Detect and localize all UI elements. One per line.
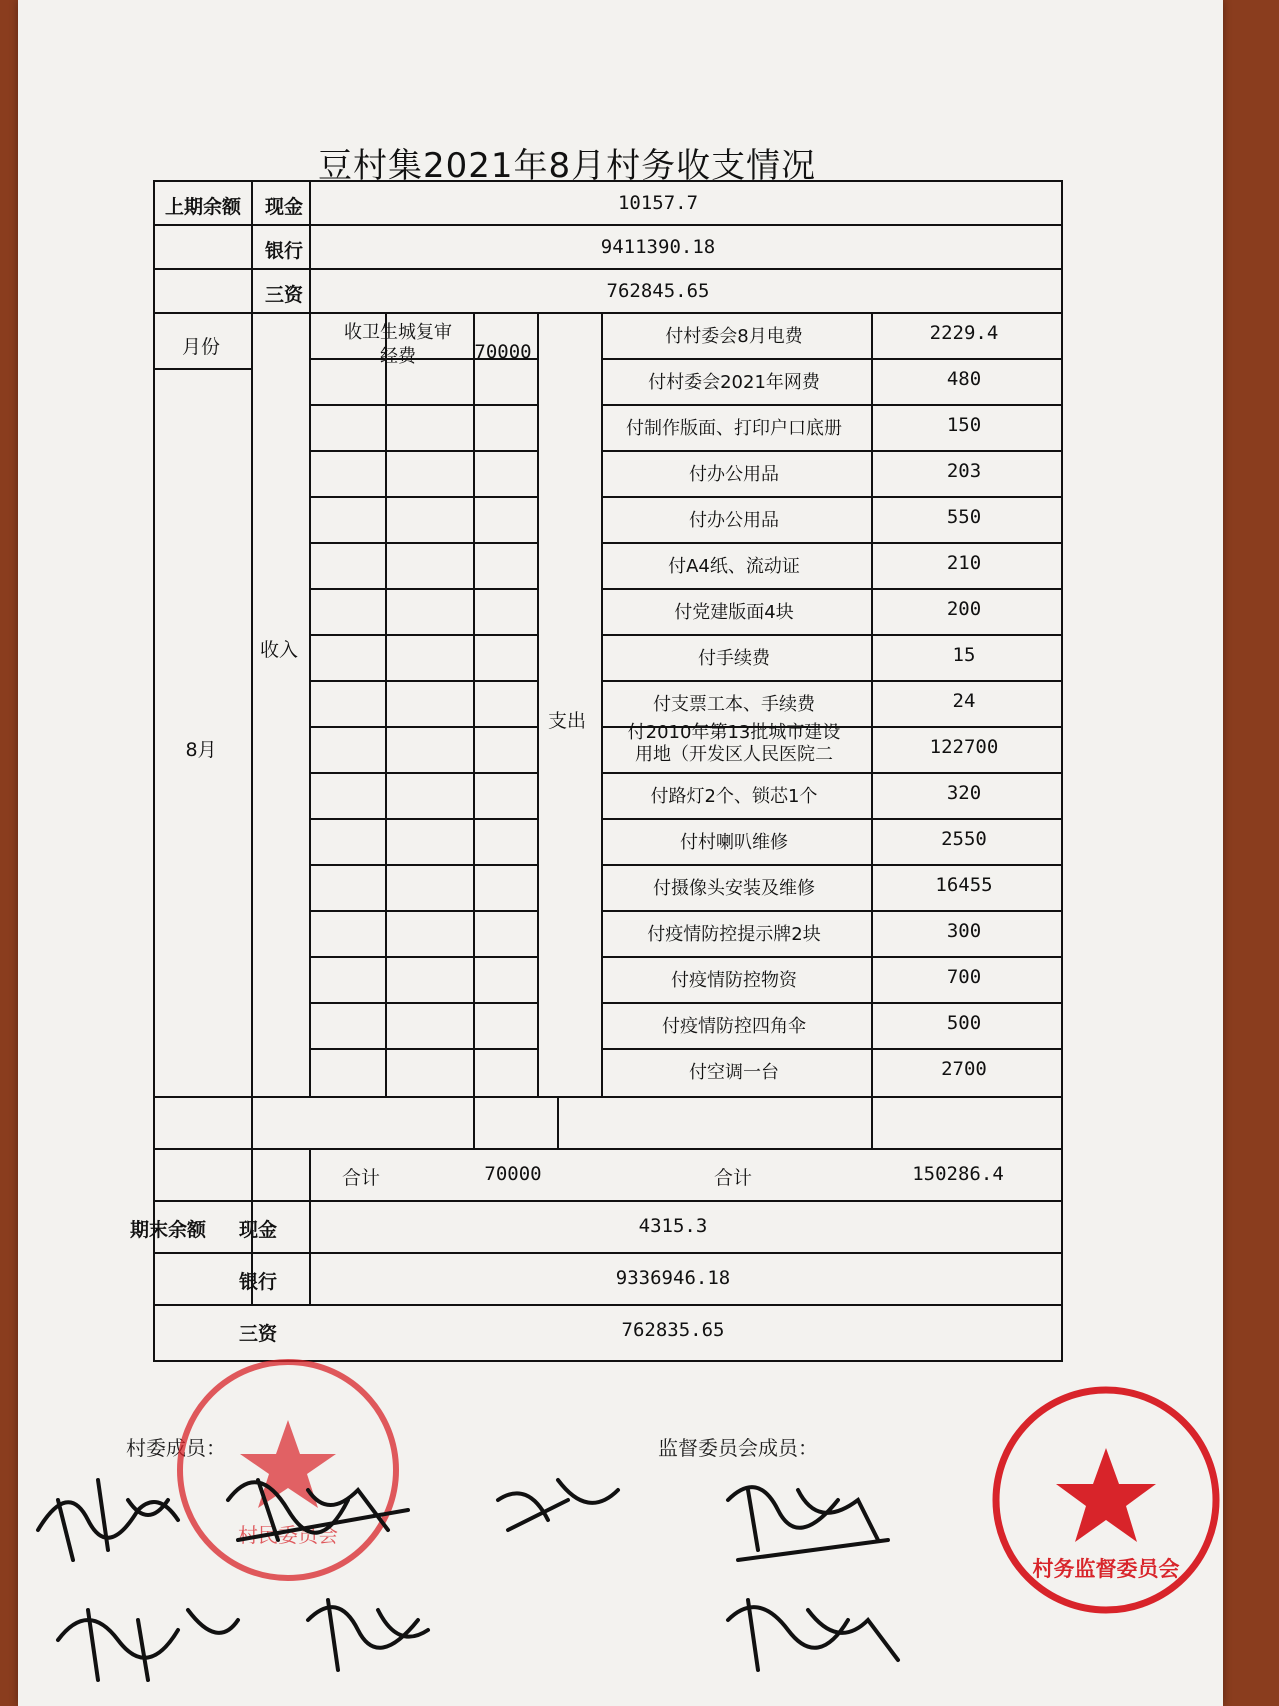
opening-assets-value: 762845.65: [606, 280, 710, 302]
opening-balance-label: 上期余额: [165, 196, 242, 218]
closing-assets-label: 三资: [239, 1323, 278, 1345]
rule: [309, 450, 537, 452]
rule: [309, 496, 537, 498]
rule: [309, 404, 537, 406]
closing-bank-value: 9336946.18: [615, 1267, 731, 1289]
rule: [309, 818, 537, 820]
rule: [309, 312, 311, 1096]
rule: [251, 182, 253, 1096]
expense-item-desc: 付村委会8月电费: [665, 326, 803, 347]
income-total-value: 70000: [484, 1163, 542, 1185]
rule: [309, 588, 537, 590]
rule: [309, 634, 537, 636]
expense-item-desc: 用地（开发区人民医院二: [635, 744, 833, 765]
rule: [601, 956, 1061, 958]
document-page: [18, 0, 1223, 1706]
expense-item-desc: 付A4纸、流动证: [668, 556, 800, 577]
expense-total-value: 150286.4: [912, 1163, 1004, 1185]
village-committee-label: 村委成员：: [126, 1436, 226, 1460]
expense-item-amount: 200: [946, 598, 982, 620]
expense-item-desc: 付村喇叭维修: [680, 832, 788, 853]
rule: [601, 772, 1061, 774]
opening-cash-value: 10157.7: [617, 192, 699, 214]
expense-item-amount: 480: [946, 368, 982, 390]
rule: [309, 1048, 537, 1050]
expense-item-amount: 122700: [929, 736, 999, 758]
expense-item-desc: 付制作版面、打印户口底册: [626, 418, 842, 439]
expense-item-desc: 付办公用品: [689, 464, 779, 485]
month-value: 8月: [185, 739, 217, 761]
expense-label: 支出: [547, 710, 587, 732]
rule: [309, 182, 311, 312]
expense-item-amount: 16455: [935, 874, 993, 896]
rule: [871, 312, 873, 1096]
expense-item-desc: 付办公用品: [689, 510, 779, 531]
document-title: 豆村集2021年8月村务收支情况: [318, 146, 817, 186]
expense-item-desc: 付2010年第13批城市建设: [627, 722, 841, 743]
rule: [601, 818, 1061, 820]
rule: [537, 312, 539, 1096]
rule: [155, 1304, 1061, 1306]
rule: [601, 864, 1061, 866]
expense-item-desc: 付支票工本、手续费: [653, 694, 815, 715]
expense-item-desc: 付党建版面4块: [674, 602, 794, 623]
rule: [601, 542, 1061, 544]
expense-item-desc: 付疫情防控四角伞: [662, 1016, 806, 1037]
opening-cash-label: 现金: [265, 196, 304, 218]
rule: [309, 864, 537, 866]
expense-item-amount: 500: [946, 1012, 982, 1034]
rule: [601, 404, 1061, 406]
rule: [251, 1096, 253, 1148]
rule: [309, 680, 537, 682]
rule: [871, 1096, 873, 1148]
rule: [155, 1252, 1061, 1254]
rule: [601, 1002, 1061, 1004]
expense-item-amount: 150: [946, 414, 982, 436]
rule: [309, 726, 537, 728]
rule: [601, 312, 603, 1096]
opening-bank-label: 银行: [265, 240, 304, 262]
svg-text:村民委员会: 村民委员会: [238, 1523, 338, 1547]
expense-item-amount: 300: [946, 920, 982, 942]
svg-text:村务监督委员会: 村务监督委员会: [1032, 1557, 1180, 1581]
income-item-amount: 70000: [474, 341, 532, 363]
rule: [385, 312, 387, 1096]
member-signatures: [28, 1440, 628, 1700]
supervisor-signatures: [708, 1460, 928, 1690]
rule: [601, 450, 1061, 452]
rule: [601, 680, 1061, 682]
rule: [601, 634, 1061, 636]
income-item-desc: 收卫生城复审: [344, 322, 452, 343]
rule: [309, 1002, 537, 1004]
income-label: 收入: [259, 639, 299, 661]
rule: [155, 312, 1061, 314]
expense-item-amount: 2700: [941, 1058, 987, 1080]
closing-cash-label: 现金: [239, 1219, 278, 1241]
opening-bank-value: 9411390.18: [600, 236, 716, 258]
rule: [601, 1048, 1061, 1050]
closing-cash-value: 4315.3: [638, 1215, 708, 1237]
expense-item-amount: 210: [946, 552, 982, 574]
rule: [309, 910, 537, 912]
expense-item-desc: 付路灯2个、锁芯1个: [650, 786, 818, 807]
expense-item-amount: 24: [952, 690, 976, 712]
income-total-label: 合计: [341, 1167, 381, 1189]
rule: [309, 1148, 311, 1304]
expense-total-label: 合计: [713, 1167, 753, 1189]
supervisory-committee-label: 监督委员会成员：: [658, 1436, 818, 1460]
expense-item-amount: 2550: [941, 828, 987, 850]
expense-item-amount: 2229.4: [929, 322, 999, 344]
expense-item-amount: 320: [946, 782, 982, 804]
rule: [155, 1200, 1061, 1202]
month-header: 月份: [181, 336, 221, 358]
expense-item-desc: 付疫情防控物资: [671, 970, 797, 991]
rule: [155, 1148, 1061, 1150]
rule: [601, 496, 1061, 498]
expense-item-desc: 付村委会2021年网费: [648, 372, 820, 393]
rule: [155, 368, 251, 370]
rule: [309, 956, 537, 958]
rule: [601, 358, 1061, 360]
expense-item-desc: 付疫情防控提示牌2块: [647, 924, 821, 945]
expense-item-amount: 550: [946, 506, 982, 528]
rule: [601, 588, 1061, 590]
rule: [155, 224, 1061, 226]
closing-bank-label: 银行: [239, 1271, 278, 1293]
expense-item-desc: 付空调一台: [689, 1062, 779, 1083]
rule: [309, 772, 537, 774]
supervisory-committee-seal: [986, 1380, 1226, 1620]
opening-assets-label: 三资: [265, 284, 304, 306]
rule: [601, 910, 1061, 912]
expense-item-desc: 付手续费: [698, 648, 770, 669]
expense-item-amount: 700: [946, 966, 982, 988]
rule: [557, 1096, 559, 1148]
closing-balance-label: 期末余额: [130, 1219, 207, 1241]
closing-assets-value: 762835.65: [621, 1319, 725, 1341]
income-item-desc: 经费: [380, 346, 416, 367]
rule: [473, 1096, 475, 1148]
rule: [155, 1096, 1061, 1098]
rule: [473, 312, 475, 1096]
expense-item-amount: 15: [952, 644, 976, 666]
expense-item-desc: 付摄像头安装及维修: [653, 878, 815, 899]
rule: [155, 268, 1061, 270]
expense-item-amount: 203: [946, 460, 982, 482]
rule: [309, 542, 537, 544]
